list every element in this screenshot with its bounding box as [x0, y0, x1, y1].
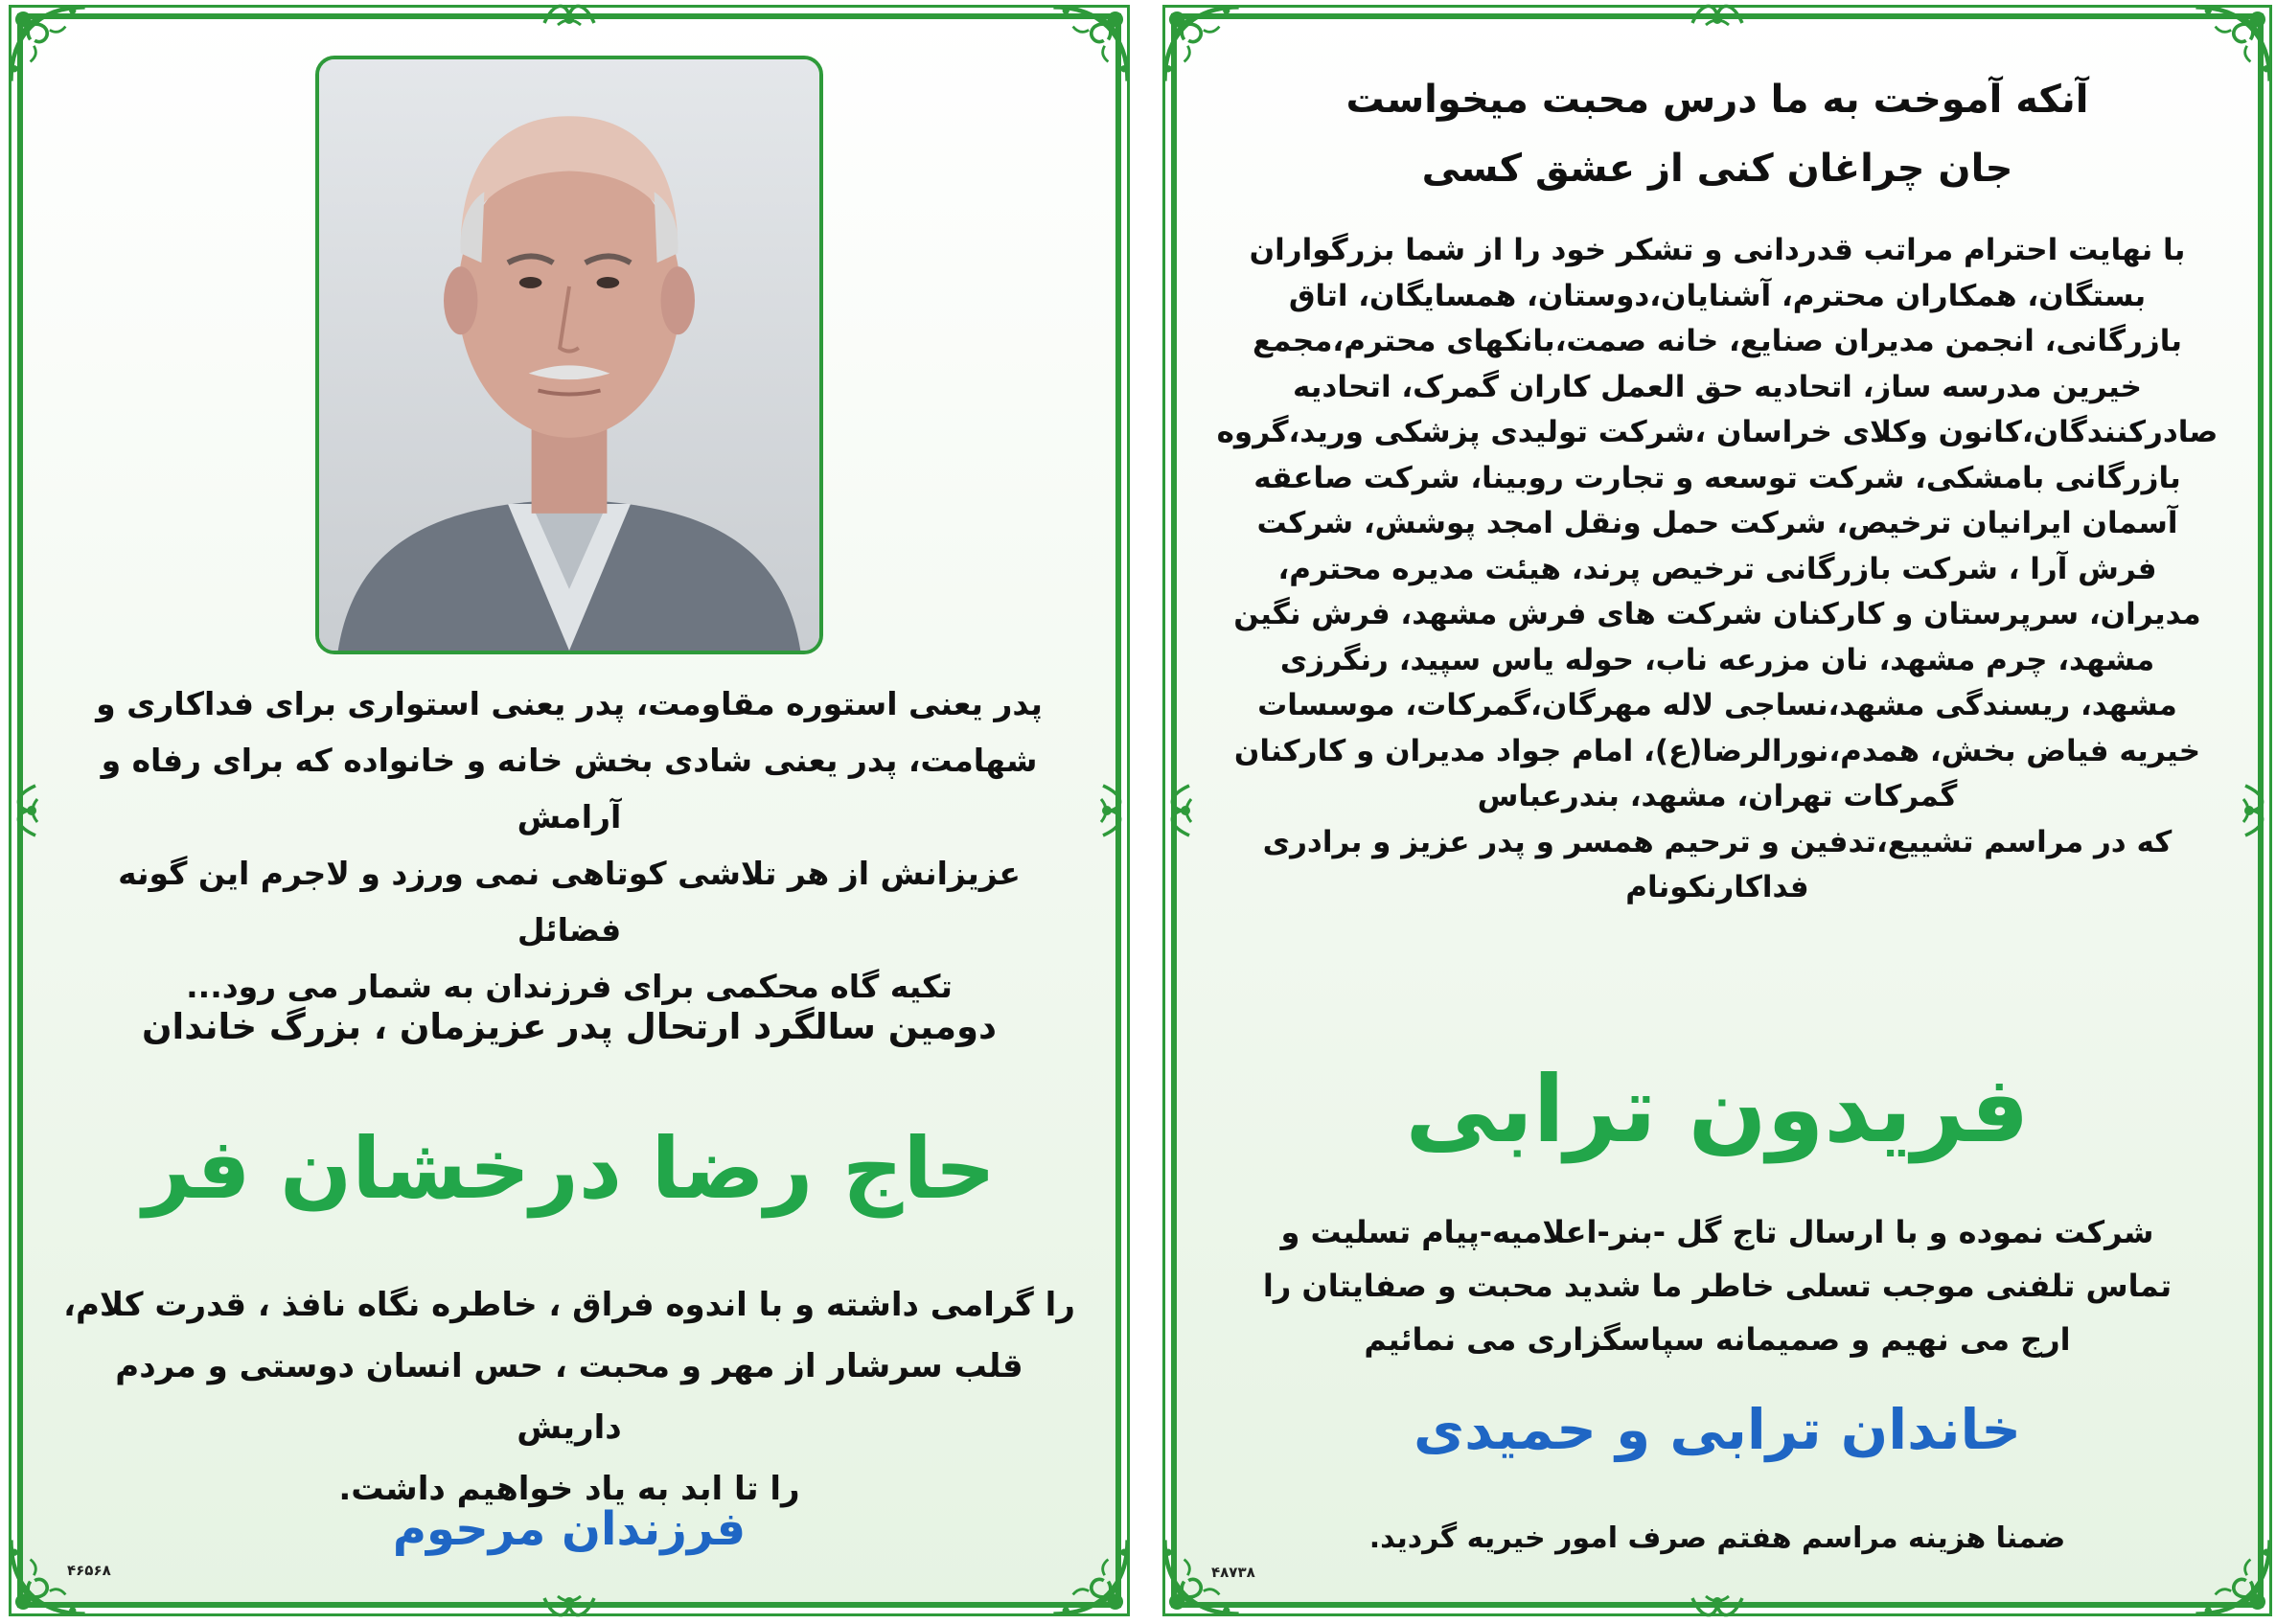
memorial-line: را گرامی داشته و با اندوه فراق ، خاطره نگاه نافذ ، قدرت کلام، [63, 1286, 1075, 1324]
thanks-line: مشهد، چرم مشهد، نان مزرعه ناب، حوله یاس سپید، رنگرزی [1279, 642, 2155, 677]
flourish-ornament-icon [1095, 782, 1128, 839]
thanks-paragraph [1209, 228, 2225, 911]
poem-line: آنکه آموخت به ما درس محبت میخواست [1345, 78, 2089, 122]
anniversary-line: دومین سالگرد ارتحال پدر عزیزمان ، بزرگ خاندان [141, 1006, 998, 1047]
thanks-line: خیرین مدرسه ساز، اتحادیه حق العمل کاران گمرک، اتحادیه [1292, 369, 2143, 404]
thanks-line: صادرکنندگان،کانون وکلای خراسان ،شرکت تولیدی پزشکی ورید،گروه [1216, 415, 2219, 449]
deceased-portrait-photo [315, 56, 823, 654]
thanks-line: خیریه فیاض بخش، همدم،نورالرضا(ع)، امام جواد مدیران و کارکنان [1233, 733, 2201, 768]
thanks-line: با نهایت احترام مراتب قدردانی و تشکر خود را از شما بزرگواران [1249, 233, 2186, 267]
corner-ornament-icon [1158, 1533, 1246, 1621]
thanks-line: فرش آرا ، شرکت بازرگانی ترخیص پرند، هیئت مدیره محترم، [1277, 551, 2157, 586]
thanks-line: مدیران، سرپرستان و کارکنان شرکت های فرش مشهد، فرش نگین [1233, 597, 2201, 631]
corner-ornament-icon [1158, 0, 1246, 88]
memorial-line: را تا ابد به یاد خواهیم داشت. [338, 1470, 800, 1508]
closing-paragraph [1215, 1205, 2219, 1366]
corner-ornament-icon [1046, 0, 1135, 88]
closing-line: تماس تلفنی موجب تسلی خاطر ما شدید محبت و صفایتان را [1262, 1268, 2173, 1304]
memorial-paragraph [61, 1274, 1077, 1520]
corner-ornament-icon [1046, 1533, 1135, 1621]
flourish-ornament-icon [11, 782, 43, 839]
charity-footnote: ضمنا هزینه مراسم هفتم صرف امور خیریه گردید. [1368, 1521, 2066, 1555]
poem-heading [1215, 65, 2219, 203]
flourish-ornament-icon [540, 1590, 598, 1623]
intro-line: عزیزانش از هر تلاشی کوتاهی نمی ورزد و لاجرم این گونه فضائل [118, 855, 1021, 949]
flourish-ornament-icon [1689, 0, 1746, 31]
memorial-line: قلب سرشار از مهر و محبت ، حس انسان دوستی و مردم داریش [115, 1347, 1023, 1447]
intro-line: پدر یعنی استوره مقاومت، پدر یعنی استواری برای فداکاری و [96, 685, 1043, 722]
closing-line: شرکت نموده و با ارسال تاج گل -بنر-اعلامیه-پیام تسلیت و [1280, 1214, 2154, 1250]
deceased-name: فریدون ترابی [1405, 1056, 2030, 1163]
deceased-name: حاج رضا درخشان فر [143, 1119, 996, 1218]
flourish-ornament-icon [540, 0, 598, 31]
family-signature: فرزندان مرحوم [392, 1502, 747, 1556]
family-signature: خاندان ترابی و حمیدی [1413, 1397, 2022, 1462]
poem-line: جان چراغان کنی از عشق کسی [1421, 147, 2013, 191]
thanks-line: بازرگانی بامشکی، شرکت توسعه و تجارت روبینا، شرکت صاعقه [1253, 460, 2181, 495]
flourish-ornament-icon [2238, 782, 2270, 839]
left-memorial-notice [17, 13, 1121, 1608]
thanks-line: آسمان ایرانیان ترخیص، شرکت حمل ونقل امجد پوشش، شرکت [1256, 506, 2178, 540]
thanks-line: گمرکات تهران، مشهد، بندرعباس [1477, 779, 1958, 813]
ad-code: ۴۸۷۳۸ [1211, 1564, 1255, 1581]
thanks-line: بستگان، همکاران محترم، آشنایان،دوستان، همسایگان، اتاق [1288, 278, 2147, 313]
flourish-ornament-icon [1164, 782, 1197, 839]
right-gratitude-notice [1171, 13, 2264, 1608]
corner-ornament-icon [4, 1533, 92, 1621]
corner-ornament-icon [4, 0, 92, 88]
closing-line: ارج می نهیم و صمیمانه سپاسگزاری می نمائیم [1364, 1321, 2071, 1358]
thanks-line: که در مراسم تشییع،تدفین و ترحیم همسر و پدر عزیز و برادری فداکارنکونام [1262, 824, 2173, 904]
corner-ornament-icon [2189, 1533, 2276, 1621]
intro-paragraph [61, 675, 1077, 1015]
ad-code: ۴۶۵۶۸ [67, 1562, 111, 1579]
corner-ornament-icon [2189, 0, 2276, 88]
thanks-line: مشهد، ریسندگی مشهد،نساجی لاله مهرگان،گمرکات، موسسات [1257, 688, 2177, 722]
intro-line: تکیه گاه محکمی برای فرزندان به شمار می رود... [186, 968, 953, 1005]
intro-line: شهامت، پدر یعنی شادی بخش خانه و خانواده که برای رفاه و آرامش [101, 742, 1038, 835]
thanks-line: بازرگانی، انجمن مدیران صنایع، خانه صمت،بانکهای محترم،مجمع [1252, 324, 2183, 358]
flourish-ornament-icon [1689, 1590, 1746, 1623]
